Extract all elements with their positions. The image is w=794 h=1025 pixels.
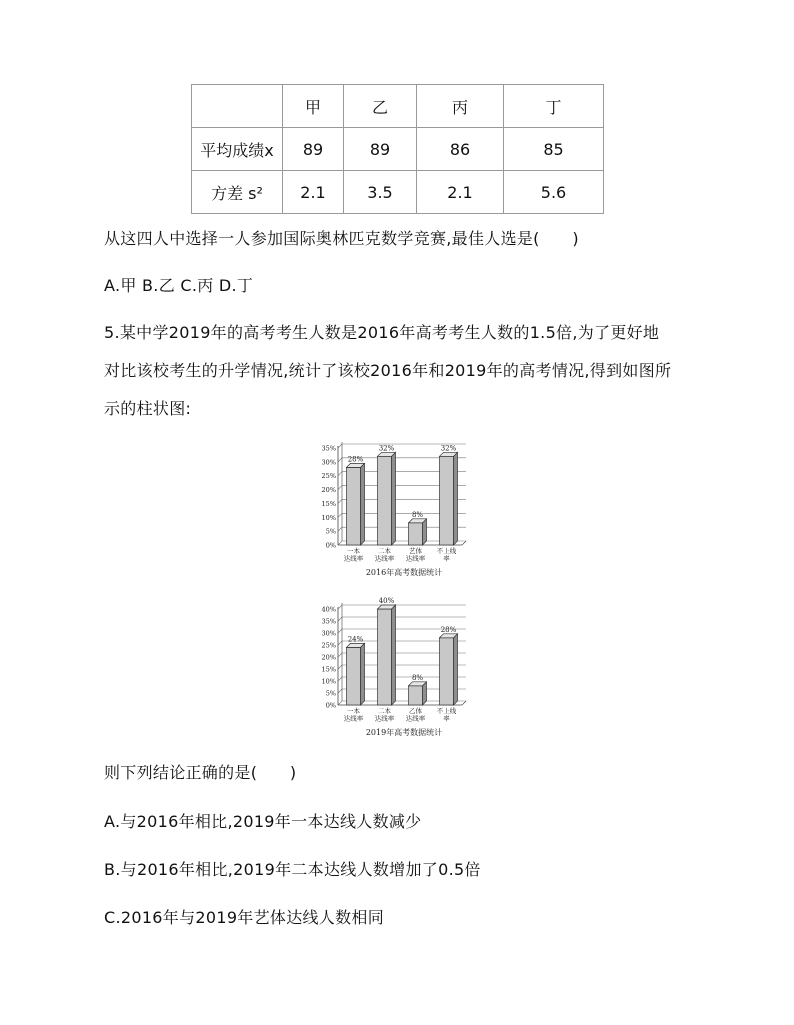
- floor-edge: [462, 541, 466, 545]
- table-cell: 85: [504, 128, 604, 171]
- gridline-diagonal: [338, 527, 342, 531]
- y-tick-label: 0%: [325, 701, 336, 710]
- y-tick-label: 25%: [321, 641, 336, 650]
- chart-title: 2019年高考数据统计: [365, 728, 443, 737]
- score-table: [191, 84, 604, 214]
- gridline-diagonal: [338, 701, 342, 705]
- y-tick-label: 10%: [321, 513, 336, 522]
- bar: [347, 467, 361, 545]
- data-label: 8%: [411, 510, 424, 519]
- table-header-cell: 丙: [417, 85, 504, 128]
- q5-stem-line3: 示的柱状图:: [104, 399, 192, 418]
- y-tick-label: 40%: [321, 605, 336, 614]
- bar-side: [361, 463, 365, 545]
- x-tick-label: 不上线: [436, 707, 457, 715]
- data-label: 32%: [440, 444, 457, 453]
- gridline-diagonal: [338, 653, 342, 657]
- chart-title: 2016年高考数据统计: [365, 568, 443, 577]
- bar: [409, 523, 423, 545]
- gridline-diagonal: [338, 472, 342, 476]
- gridline-diagonal: [338, 458, 342, 462]
- x-tick-label: 乙体: [409, 707, 422, 715]
- x-tick-label: 达线率: [343, 714, 364, 723]
- data-label: 24%: [347, 635, 364, 644]
- table-cell: 3.5: [344, 171, 417, 214]
- bar-side: [454, 452, 458, 545]
- y-tick-label: 35%: [321, 444, 336, 453]
- q4-options: A.甲 B.乙 C.丙 D.丁: [104, 276, 254, 295]
- bar: [347, 647, 361, 705]
- y-tick-label: 5%: [325, 527, 336, 536]
- y-tick-label: 10%: [321, 677, 336, 686]
- gridline-diagonal: [338, 513, 342, 517]
- gridline-diagonal: [338, 665, 342, 669]
- x-tick-label: 二本: [378, 707, 391, 715]
- x-tick-label: 一本: [347, 547, 360, 555]
- table-header-cell: 乙: [344, 85, 417, 128]
- bar: [440, 638, 454, 705]
- q5-option-c: C.2016年与2019年艺体达线人数相同: [104, 908, 384, 927]
- y-tick-label: 25%: [321, 472, 336, 481]
- bar: [378, 456, 392, 545]
- gridline-diagonal: [338, 677, 342, 681]
- x-tick-label: 达线率: [405, 554, 426, 563]
- y-tick-label: 30%: [321, 629, 336, 638]
- bar-side: [392, 605, 396, 705]
- bar-chart-2019: [312, 594, 492, 742]
- x-tick-label: 二本: [378, 547, 391, 555]
- x-tick-label: 达线率: [374, 714, 395, 723]
- table-row: [192, 171, 604, 214]
- gridline-diagonal: [338, 605, 342, 609]
- y-tick-label: 20%: [321, 653, 336, 662]
- bar-side: [454, 634, 458, 705]
- table-header-row: [192, 85, 604, 128]
- x-tick-label: 达线率: [343, 554, 364, 563]
- floor-edge: [462, 701, 466, 705]
- gridline-diagonal: [338, 629, 342, 633]
- gridline-diagonal: [338, 617, 342, 621]
- x-tick-label: 率: [443, 714, 450, 723]
- table-cell: 89: [344, 128, 417, 171]
- y-tick-label: 0%: [325, 541, 336, 550]
- x-tick-label: 达线率: [374, 554, 395, 563]
- bar-chart-2016: [312, 436, 492, 582]
- q4-stem: 从这四人中选择一人参加国际奥林匹克数学竞赛,最佳人选是( ): [104, 229, 579, 248]
- x-tick-label: 不上线: [436, 547, 457, 555]
- gridline-diagonal: [338, 641, 342, 645]
- bar-side: [361, 643, 365, 705]
- gridline-diagonal: [338, 444, 342, 448]
- gridline-diagonal: [338, 486, 342, 490]
- x-tick-label: 达线率: [405, 714, 426, 723]
- table-cell: 86: [417, 128, 504, 171]
- gridline-diagonal: [338, 541, 342, 545]
- q5-option-b: B.与2016年相比,2019年二本达线人数增加了0.5倍: [104, 860, 481, 879]
- data-label: 28%: [347, 455, 364, 464]
- table-header-cell: 丁: [504, 85, 604, 128]
- bar: [378, 609, 392, 705]
- gridline-diagonal: [338, 689, 342, 693]
- table-header-cell: 甲: [283, 85, 344, 128]
- y-tick-label: 30%: [321, 458, 336, 467]
- table-cell: 5.6: [504, 171, 604, 214]
- q5-question: 则下列结论正确的是( ): [104, 763, 297, 782]
- table-row: [192, 128, 604, 171]
- bar-side: [392, 452, 396, 545]
- q5-option-a: A.与2016年相比,2019年一本达线人数减少: [104, 812, 422, 831]
- table-row-label: 方差 s²: [192, 171, 283, 214]
- bar: [409, 686, 423, 705]
- gridline-diagonal: [338, 499, 342, 503]
- y-tick-label: 5%: [325, 689, 336, 698]
- q5-stem-line2: 对比该校考生的升学情况,统计了该校2016年和2019年的高考情况,得到如图所: [104, 361, 672, 380]
- table-corner-cell: [192, 85, 283, 128]
- x-tick-label: 一本: [347, 707, 360, 715]
- x-tick-label: 艺体: [409, 547, 422, 555]
- data-label: 40%: [378, 597, 395, 605]
- y-tick-label: 20%: [321, 486, 336, 495]
- data-label: 8%: [411, 673, 424, 682]
- table-cell: 2.1: [283, 171, 344, 214]
- table-cell: 89: [283, 128, 344, 171]
- data-label: 28%: [440, 625, 457, 634]
- y-tick-label: 15%: [321, 499, 336, 508]
- table-row-label: 平均成绩x: [192, 128, 283, 171]
- bar: [440, 456, 454, 545]
- y-tick-label: 15%: [321, 665, 336, 674]
- bar-side: [423, 519, 427, 545]
- data-label: 32%: [378, 444, 395, 453]
- table-cell: 2.1: [417, 171, 504, 214]
- y-tick-label: 35%: [321, 617, 336, 626]
- x-tick-label: 率: [443, 554, 450, 563]
- q5-stem-line1: 5.某中学2019年的高考考生人数是2016年高考考生人数的1.5倍,为了更好地: [104, 323, 660, 342]
